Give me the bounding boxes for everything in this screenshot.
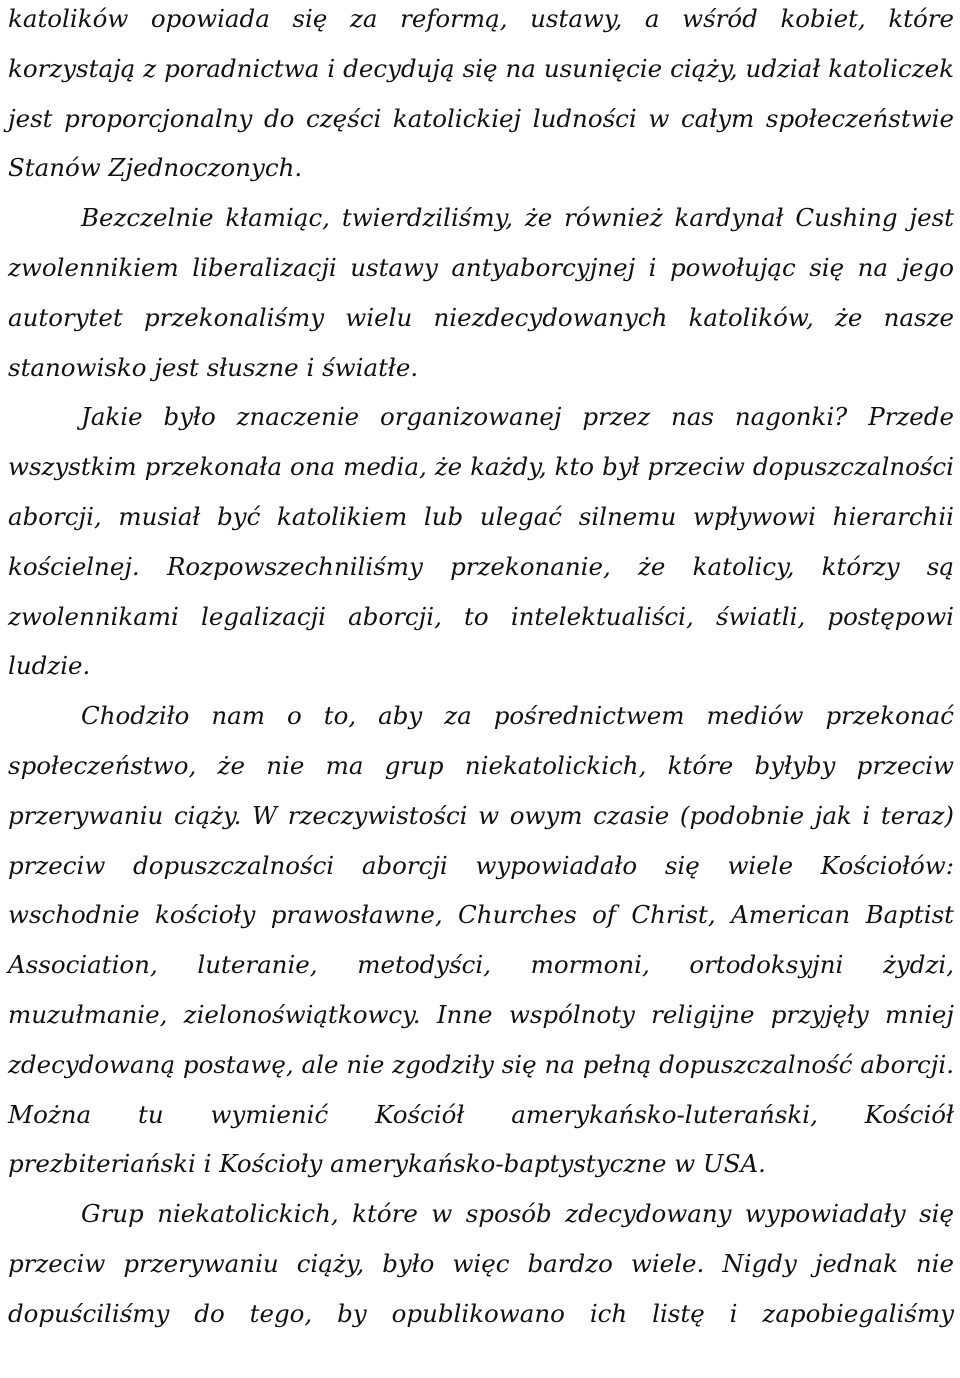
paragraph-3: Jakie było znaczenie organizowanej przez nas nagonki? Przede wszystkim przekonała ona media, że każdy, kto był przeciw dopuszczalności aborcji, musiał być katolikiem lub ulegać silnemu wpływowi hierarchii kościelnej. Rozpowszechniliśmy przekonanie, że katolicy, którzy są zwolennikami legalizacji aborcji, to intelektualiści, światli, postępowi ludzie. bbox=[8, 402, 954, 681]
paragraph-2: Bezczelnie kłamiąc, twierdziliśmy, że również kardynał Cushing jest zwolennikiem liberalizacji ustawy antyaborcyjnej i powołując się na jego autorytet przekonaliśmy wielu niezdecydowanych katolików, że nasze stanowisko jest słuszne i światłe. bbox=[8, 203, 954, 382]
paragraph-1: katolików opowiada się za reformą, ustawy, a wśród kobiet, które korzystają z poradnictwa i decydują się na usunięcie ciąży, udział katoliczek jest proporcjonalny do części katolickiej ludności w całym społeczeństwie Stanów Zjednoczonych. bbox=[8, 4, 954, 183]
paragraph-4: Chodziło nam o to, aby za pośrednictwem mediów przekonać społeczeństwo, że nie ma grup niekatolickich, które byłyby przeciw przerywaniu ciąży. W rzeczywistości w owym czasie (podobnie jak i teraz) przeciw dopuszczalności aborcji wypowiadało się wiele Kościołów: wschodnie kościoły prawosławne, Churches of Christ, American Baptist Association, luteranie, metodyści, mormoni, ortodoksyjni żydzi, muzułmanie, zielonoświątkowcy. Inne wspólnoty religijne przyjęły mniej zdecydowaną postawę, ale nie zgodziły się na pełną dopuszczalność aborcji. Można tu wymienić Kościół amerykańsko-luterański, Kościół prezbiteriański i Kościoły amerykańsko-baptystyczne w USA. bbox=[8, 701, 954, 1179]
document-page bbox=[8, 0, 954, 1339]
paragraph-5: Grup niekatolickich, które w sposób zdecydowany wypowiadały się przeciw przerywaniu ciąży, było więc bardzo wiele. Nigdy jednak nie dopuściliśmy do tego, by opublikowano ich listę i zapobiegaliśmy bbox=[8, 1199, 954, 1328]
